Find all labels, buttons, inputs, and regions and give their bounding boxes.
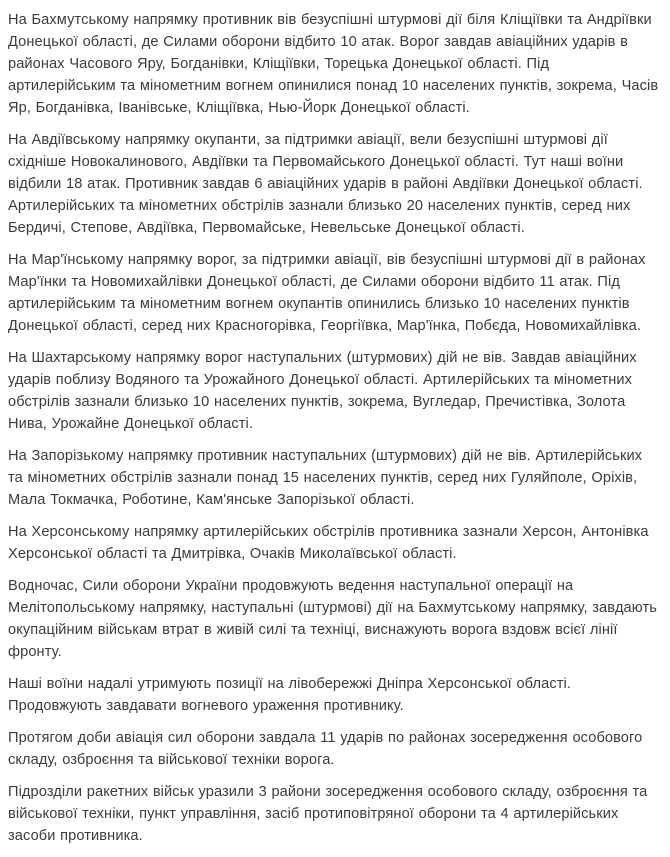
- paragraph-zaporizhzhia-direction: На Запорізькому напрямку противник наступальних (штурмових) дій не вів. Артилерійських та мінометних обстрілів зазнали понад 15 населених пунктів, серед них Гуляйполе, Оріхів, Мала Токмачка, Роботине, Кам'янське Запорізької області.: [8, 448, 643, 508]
- paragraph-offensive-operations: Водночас, Сили оборони України продовжують ведення наступальної операції на Мелітопольському напрямку, наступальні (штурмові) дії на Бахмутському напрямку, завдають окупаційним військам втрат в живій силі та техніці, виснажують ворога вздовж всієї лінії фронту.: [8, 578, 657, 660]
- paragraph-shakhtarsk-direction: На Шахтарському напрямку ворог наступальних (штурмових) дій не вів. Завдав авіаційних ударів поблизу Водяного та Урожайного Донецької області. Артилерійських та мінометних обстрілів зазнали близько 10 населених пунктів, зокрема, Вугледар, Пречистівка, Золота Нива, Урожайне Донецької області.: [8, 350, 637, 432]
- paragraph-kherson-direction: На Херсонському напрямку артилерійських обстрілів противника зазнали Херсон, Антонівка Херсонської області та Дмитрівка, Очаків Миколаївської області.: [8, 524, 649, 562]
- paragraph-avdiivka-direction: На Авдіївському напрямку окупанти, за підтримки авіації, вели безуспішні штурмові дії східніше Новокалинового, Авдіївки та Первомайського Донецької області. Тут наші воїни відбили 18 атак. Противник завдав 6 авіаційних ударів в районі Авдіївки Донецької області. Артилерійських та мінометних обстрілів зазнали близько 20 населених пунктів, серед них Бердичі, Степове, Авдіївка, Первомайське, Невельське Донецької області.: [8, 132, 643, 236]
- paragraph-missile-forces: Підрозділи ракетних військ уразили 3 райони зосередження особового складу, озброєння та військової техніки, пункт управління, засіб протиповітряної оборони та 4 артилерійських засоби противника.: [8, 784, 648, 844]
- paragraph-bakhmut-direction: На Бахмутському напрямку противник вів безуспішні штурмові дії біля Кліщіївки та Андріївки Донецької області, де Силами оборони відбито 10 атак. Ворог завдав авіаційних ударів в районах Часового Яру, Богданівки, Кліщіївки, Торецька Донецької області. Під артилерійським та мінометним вогнем опинилися понад 10 населених пунктів, зокрема, Часів Яр, Богданівка, Іванівське, Кліщіївка, Нью-Йорк Донецької області.: [8, 12, 659, 116]
- paragraph-aviation-strikes: Протягом доби авіація сил оборони завдала 11 ударів по районах зосередження особового складу, озброєння та військової техніки ворога.: [8, 730, 643, 768]
- paragraph-dnipro-left-bank: Наші воїни надалі утримують позиції на лівобережжі Дніпра Херсонської області. Продовжують завдавати вогневого ураження противнику.: [8, 676, 571, 714]
- paragraph-marinka-direction: На Мар'їнському напрямку ворог, за підтримки авіації, вів безуспішні штурмові дії в районах Мар'їнки та Новомихайлівки Донецької області, де Силами оборони відбито 11 атак. Під артилерійським та мінометним вогнем окупантів опинились близько 10 населених пунктів Донецької області, серед них Красногорівка, Георгіївка, Мар'їнка, Побєда, Новомихайлівка.: [8, 252, 646, 334]
